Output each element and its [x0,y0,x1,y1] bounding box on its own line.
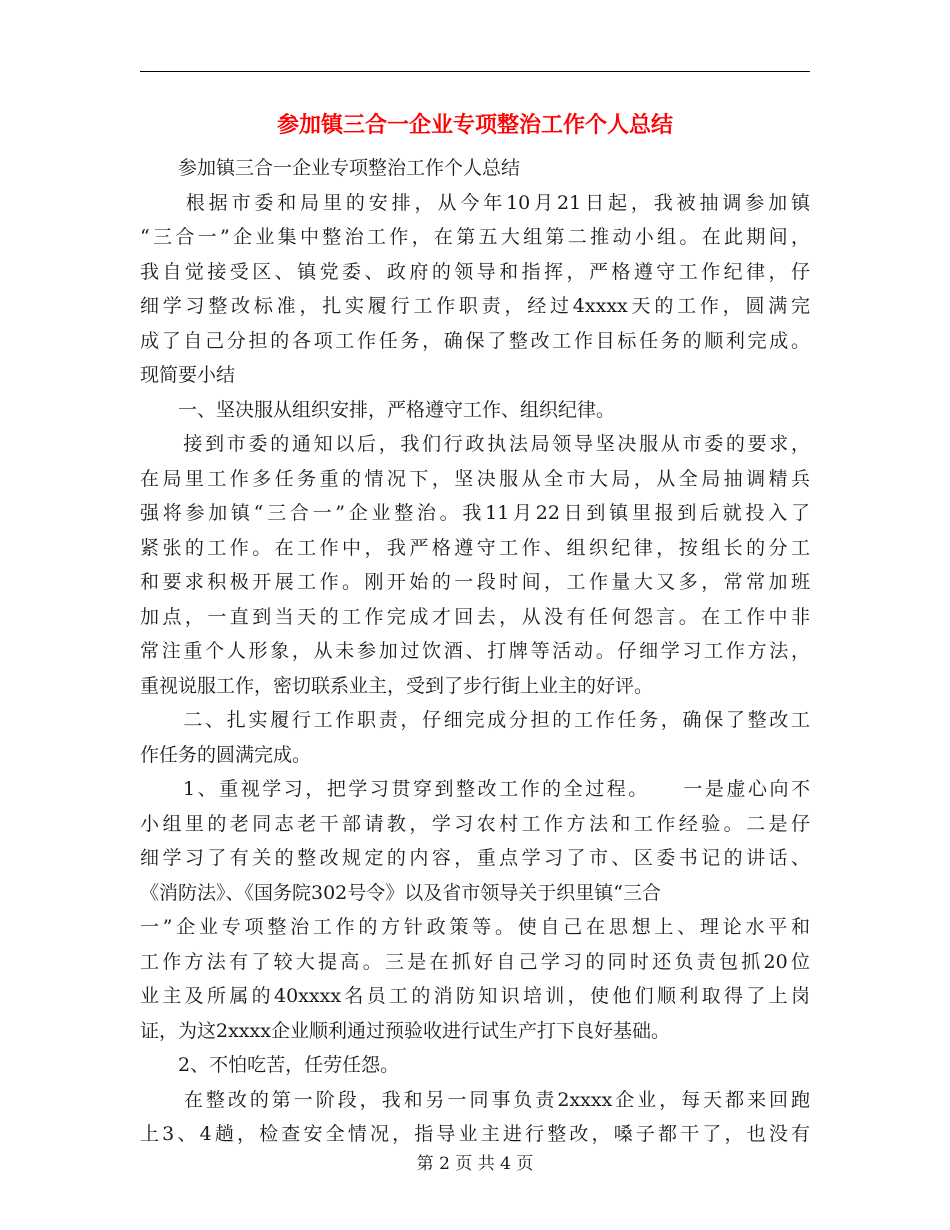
body-line: 在整改的第一阶段，我和另一同事负责2xxxx企业，每天都来回跑 [140,1088,810,1111]
body-line: 业主及所属的40xxxx名员工的消防知识培训，使他们顺利取得了上岗 [140,985,810,1007]
body-line: 上3、4趟，检查安全情况，指导业主进行整改，嗓子都干了，也没有 [140,1123,810,1145]
body-line: 重视说服工作，密切联系业主，受到了步行街上业主的好评。 [140,674,654,697]
body-line: 2、不怕吃苦，任劳任怨。 [140,1054,400,1076]
page-number-footer: 第 2 页 共 4 页 [416,1154,534,1174]
body-line: 成了自己分担的各项工作任务，确保了整改工作目标任务的顺利完成。 [140,329,810,352]
document-body [140,151,810,1152]
body-line: 我自觉接受区、镇党委、政府的领导和指挥，严格遵守工作纪律，仔 [140,260,810,283]
body-line: 细学习了有关的整改规定的内容，重点学习了市、区委书记的讲话、 [140,847,810,869]
body-line: 常注重个人形象，从未参加过饮酒、打牌等活动。仔细学习工作方法， [140,640,810,662]
body-line: 二、扎实履行工作职责，仔细完成分担的工作任务，确保了整改工 [140,709,810,731]
body-line: 《消防法》、《国务院302号令》以及省市领导关于织里镇“三合 [140,881,661,904]
body-line: 加点，一直到当天的工作完成才回去，从没有任何怨言。在工作中非 [140,605,810,628]
body-line: 根据市委和局里的安排，从今年10月21日起，我被抽调参加镇 [140,191,810,214]
body-line: 参加镇三合一企业专项整治工作个人总结 [140,157,521,179]
body-line: 工作方法有了较大提高。三是在抓好自己学习的同时还负责包抓20位 [140,950,810,973]
body-line: “三合一”企业集中整治工作，在第五大组第二推动小组。在此期间， [140,226,810,248]
body-line: 证，为这2xxxx企业顺利通过预验收进行试生产打下良好基础。 [140,1019,670,1042]
document-title: 参加镇三合一企业专项整治工作个人总结 [276,113,673,138]
body-line: 一、坚决服从组织安排，严格遵守工作、组织纪律。 [140,398,616,421]
body-line: 紧张的工作。在工作中，我严格遵守工作、组织纪律，按组长的分工 [140,536,810,559]
body-line: 强将参加镇“三合一”企业整治。我11月22日到镇里报到后就投入了 [140,502,810,524]
body-line: 作任务的圆满完成。 [140,743,312,766]
header-rule [140,71,810,72]
body-line: 一”企业专项整治工作的方针政策等。使自己在思想上、理论水平和 [140,916,810,938]
body-line: 和要求积极开展工作。刚开始的一段时间，工作量大又多，常常加班 [140,571,810,593]
body-line: 在局里工作多任务重的情况下，坚决服从全市大局，从全局抽调精兵 [140,467,810,490]
body-line: 接到市委的通知以后，我们行政执法局领导坚决服从市委的要求， [140,433,810,455]
body-line: 细学习整改标准，扎实履行工作职责，经过4xxxx天的工作，圆满完 [140,295,810,317]
body-line: 1、重视学习，把学习贯穿到整改工作的全过程。 一是虚心向不 [140,778,810,800]
body-line: 小组里的老同志老干部请教，学习农村工作方法和工作经验。二是仔 [140,812,810,835]
body-line: 现简要小结 [140,364,236,386]
